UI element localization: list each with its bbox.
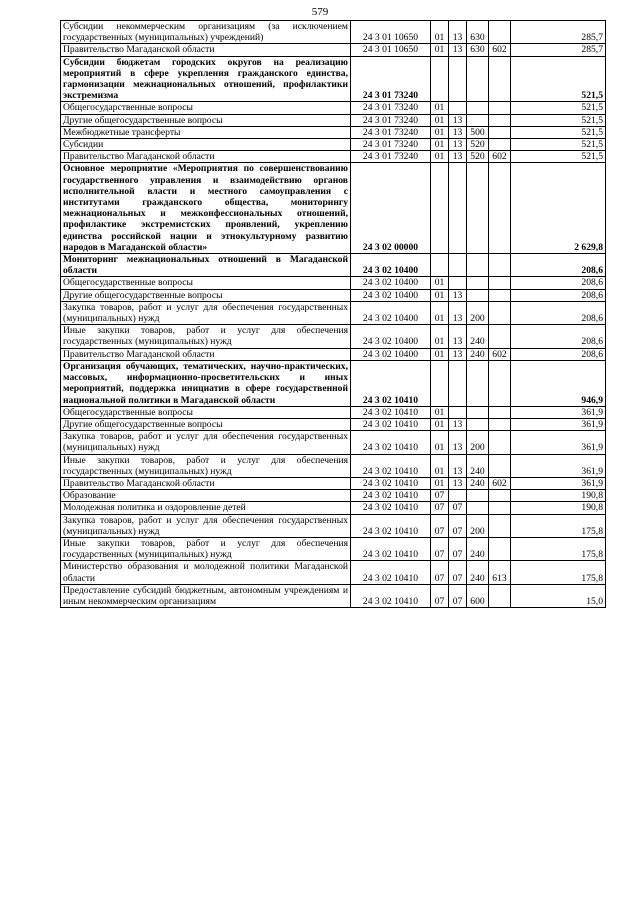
row-name: Субсидии xyxy=(61,139,351,151)
row-name: Закупка товаров, работ и услуг для обеспечения государственных (муниципальных) нужд xyxy=(61,514,351,537)
row-subsection: 13 xyxy=(449,151,467,163)
row-expense-type: 630 xyxy=(467,44,489,56)
row-section: 01 xyxy=(431,348,449,360)
row-subsection: 13 xyxy=(449,477,467,489)
row-sum: 175,8 xyxy=(511,561,606,584)
budget-table xyxy=(60,20,606,608)
table-row xyxy=(61,477,606,489)
row-expense-type: 240 xyxy=(467,477,489,489)
row-sum: 521,5 xyxy=(511,139,606,151)
row-section: 01 xyxy=(431,102,449,114)
row-sum: 521,5 xyxy=(511,151,606,163)
row-expense-type: 200 xyxy=(467,431,489,454)
row-section: 07 xyxy=(431,514,449,537)
table-row xyxy=(61,277,606,289)
table-row xyxy=(61,537,606,560)
table-row xyxy=(61,360,606,406)
row-target-code: 24 3 02 10410 xyxy=(351,431,431,454)
row-subsection xyxy=(449,102,467,114)
row-subsection: 07 xyxy=(449,502,467,514)
row-expense-type xyxy=(467,102,489,114)
row-section: 01 xyxy=(431,418,449,430)
row-section xyxy=(431,163,449,254)
row-name: Предоставление субсидий бюджетным, автономным учреждениям и иным некоммерческим организациям xyxy=(61,584,351,607)
row-target-code: 24 3 01 10650 xyxy=(351,44,431,56)
row-sum: 208,6 xyxy=(511,301,606,324)
row-subsection: 13 xyxy=(449,126,467,138)
table-row xyxy=(61,289,606,301)
row-sum: 361,9 xyxy=(511,406,606,418)
row-administrator xyxy=(489,431,511,454)
row-expense-type xyxy=(467,360,489,406)
row-section: 01 xyxy=(431,277,449,289)
row-sum: 175,8 xyxy=(511,537,606,560)
row-section: 01 xyxy=(431,126,449,138)
row-administrator xyxy=(489,418,511,430)
row-target-code: 24 3 02 10410 xyxy=(351,360,431,406)
row-name: Другие общегосударственные вопросы xyxy=(61,289,351,301)
row-administrator xyxy=(489,454,511,477)
row-administrator: 602 xyxy=(489,151,511,163)
table-row xyxy=(61,163,606,254)
row-administrator xyxy=(489,126,511,138)
table-row xyxy=(61,348,606,360)
row-expense-type: 600 xyxy=(467,584,489,607)
row-administrator xyxy=(489,102,511,114)
row-sum: 175,8 xyxy=(511,514,606,537)
row-subsection: 13 xyxy=(449,301,467,324)
row-subsection: 13 xyxy=(449,431,467,454)
row-name: Субсидии бюджетам городских округов на реализацию мероприятий в сфере укрепления гражданского единства, гармонизации межнациональных отношений, профилактики экстремизма xyxy=(61,56,351,102)
row-name: Правительство Магаданской области xyxy=(61,151,351,163)
row-subsection: 13 xyxy=(449,348,467,360)
row-name: Министерство образования и молодежной политики Магаданской области xyxy=(61,561,351,584)
row-administrator xyxy=(489,490,511,502)
row-expense-type xyxy=(467,490,489,502)
row-target-code: 24 3 01 73240 xyxy=(351,139,431,151)
row-section: 01 xyxy=(431,454,449,477)
row-subsection: 13 xyxy=(449,418,467,430)
row-administrator xyxy=(489,277,511,289)
row-subsection: 07 xyxy=(449,514,467,537)
table-row xyxy=(61,325,606,348)
row-target-code: 24 3 02 10410 xyxy=(351,561,431,584)
row-name: Закупка товаров, работ и услуг для обеспечения государственных (муниципальных) нужд xyxy=(61,431,351,454)
table-row xyxy=(61,406,606,418)
row-administrator xyxy=(489,406,511,418)
row-sum: 285,7 xyxy=(511,21,606,44)
row-subsection: 13 xyxy=(449,139,467,151)
row-administrator xyxy=(489,301,511,324)
row-administrator xyxy=(489,514,511,537)
row-target-code: 24 3 02 10410 xyxy=(351,514,431,537)
row-section: 07 xyxy=(431,561,449,584)
row-name: Правительство Магаданской области xyxy=(61,44,351,56)
row-name: Образование xyxy=(61,490,351,502)
row-sum: 190,8 xyxy=(511,502,606,514)
row-name: Общегосударственные вопросы xyxy=(61,406,351,418)
row-administrator xyxy=(489,139,511,151)
row-expense-type: 200 xyxy=(467,514,489,537)
row-sum: 208,6 xyxy=(511,277,606,289)
row-name: Общегосударственные вопросы xyxy=(61,102,351,114)
row-administrator xyxy=(489,254,511,277)
row-target-code: 24 3 02 10410 xyxy=(351,418,431,430)
row-expense-type xyxy=(467,254,489,277)
row-administrator xyxy=(489,114,511,126)
row-target-code: 24 3 02 10410 xyxy=(351,584,431,607)
table-row xyxy=(61,514,606,537)
row-name: Субсидии некоммерческим организациям (за исключением государственных (муниципальных) учреждений) xyxy=(61,21,351,44)
row-target-code: 24 3 02 10410 xyxy=(351,490,431,502)
row-sum: 521,5 xyxy=(511,126,606,138)
row-sum: 15,0 xyxy=(511,584,606,607)
table-row xyxy=(61,254,606,277)
row-subsection xyxy=(449,490,467,502)
table-row xyxy=(61,301,606,324)
row-subsection: 13 xyxy=(449,289,467,301)
row-section: 01 xyxy=(431,301,449,324)
row-administrator xyxy=(489,21,511,44)
row-sum: 190,8 xyxy=(511,490,606,502)
row-subsection: 13 xyxy=(449,454,467,477)
row-administrator: 613 xyxy=(489,561,511,584)
table-row xyxy=(61,56,606,102)
row-subsection xyxy=(449,254,467,277)
row-target-code: 24 3 01 10650 xyxy=(351,21,431,44)
row-target-code: 24 3 02 10410 xyxy=(351,537,431,560)
row-name: Общегосударственные вопросы xyxy=(61,277,351,289)
row-expense-type: 240 xyxy=(467,348,489,360)
row-sum: 361,9 xyxy=(511,418,606,430)
row-section: 01 xyxy=(431,21,449,44)
row-name: Мониторинг межнациональных отношений в Магаданской области xyxy=(61,254,351,277)
row-expense-type xyxy=(467,289,489,301)
row-administrator: 602 xyxy=(489,477,511,489)
row-name: Иные закупки товаров, работ и услуг для обеспечения государственных (муниципальных) нужд xyxy=(61,454,351,477)
row-section: 07 xyxy=(431,490,449,502)
row-subsection: 13 xyxy=(449,114,467,126)
row-expense-type: 500 xyxy=(467,126,489,138)
table-row xyxy=(61,114,606,126)
row-expense-type xyxy=(467,163,489,254)
table-row xyxy=(61,21,606,44)
row-name: Закупка товаров, работ и услуг для обеспечения государственных (муниципальных) нужд xyxy=(61,301,351,324)
row-target-code: 24 3 01 73240 xyxy=(351,151,431,163)
row-section: 01 xyxy=(431,151,449,163)
row-administrator: 602 xyxy=(489,44,511,56)
row-administrator xyxy=(489,56,511,102)
row-name: Основное мероприятие «Мероприятия по совершенствованию государственного управления и взаимодействию органов исполнительной власти и местного самоуправления с институтами гражданского общества, мониторингу межнациональных и межконфессиональных отношений, профилактике экстремистских проявлений, укреплению единства российской нации и этнокультурному развитию народов в Магаданской области» xyxy=(61,163,351,254)
row-administrator xyxy=(489,163,511,254)
row-administrator xyxy=(489,289,511,301)
table-row xyxy=(61,431,606,454)
table-row xyxy=(61,102,606,114)
row-administrator xyxy=(489,584,511,607)
row-name: Иные закупки товаров, работ и услуг для обеспечения государственных (муниципальных) нужд xyxy=(61,537,351,560)
row-sum: 285,7 xyxy=(511,44,606,56)
row-name: Правительство Магаданской области xyxy=(61,348,351,360)
row-subsection xyxy=(449,277,467,289)
row-name: Другие общегосударственные вопросы xyxy=(61,114,351,126)
row-name: Другие общегосударственные вопросы xyxy=(61,418,351,430)
row-target-code: 24 3 02 10400 xyxy=(351,254,431,277)
row-target-code: 24 3 02 10400 xyxy=(351,325,431,348)
row-section: 01 xyxy=(431,325,449,348)
row-expense-type xyxy=(467,502,489,514)
table-row xyxy=(61,126,606,138)
row-section: 07 xyxy=(431,584,449,607)
row-sum: 208,6 xyxy=(511,254,606,277)
table-row xyxy=(61,584,606,607)
row-target-code: 24 3 02 10400 xyxy=(351,289,431,301)
row-sum: 2 629,8 xyxy=(511,163,606,254)
row-administrator xyxy=(489,502,511,514)
row-section: 07 xyxy=(431,537,449,560)
row-subsection: 13 xyxy=(449,325,467,348)
row-target-code: 24 3 02 10400 xyxy=(351,348,431,360)
row-target-code: 24 3 01 73240 xyxy=(351,126,431,138)
row-subsection: 07 xyxy=(449,537,467,560)
row-sum: 361,9 xyxy=(511,431,606,454)
row-target-code: 24 3 01 73240 xyxy=(351,114,431,126)
row-section: 01 xyxy=(431,406,449,418)
row-expense-type xyxy=(467,277,489,289)
row-section: 07 xyxy=(431,502,449,514)
row-target-code: 24 3 02 10410 xyxy=(351,502,431,514)
row-section xyxy=(431,56,449,102)
row-expense-type xyxy=(467,56,489,102)
row-target-code: 24 3 02 10410 xyxy=(351,406,431,418)
page-number: 579 xyxy=(311,6,329,18)
row-subsection xyxy=(449,163,467,254)
table-row xyxy=(61,490,606,502)
table-row xyxy=(61,454,606,477)
row-expense-type: 240 xyxy=(467,561,489,584)
row-section: 01 xyxy=(431,431,449,454)
row-expense-type: 240 xyxy=(467,537,489,560)
table-row xyxy=(61,561,606,584)
row-target-code: 24 3 02 10410 xyxy=(351,477,431,489)
row-target-code: 24 3 01 73240 xyxy=(351,102,431,114)
row-name: Межбюджетные трансферты xyxy=(61,126,351,138)
table-row xyxy=(61,418,606,430)
row-target-code: 24 3 02 10400 xyxy=(351,301,431,324)
row-expense-type: 240 xyxy=(467,325,489,348)
row-target-code: 24 3 02 10400 xyxy=(351,277,431,289)
row-name: Организация обучающих, тематических, научно-практических, массовых, информационно-просветительских и иных мероприятий, поддержка инициатив в сфере государственной национальной политики в Магаданской области xyxy=(61,360,351,406)
table-row xyxy=(61,151,606,163)
row-subsection: 13 xyxy=(449,44,467,56)
row-target-code: 24 3 01 73240 xyxy=(351,56,431,102)
row-expense-type: 240 xyxy=(467,454,489,477)
row-subsection: 13 xyxy=(449,21,467,44)
row-target-code: 24 3 02 10410 xyxy=(351,454,431,477)
row-section: 01 xyxy=(431,114,449,126)
row-expense-type xyxy=(467,418,489,430)
row-sum: 521,5 xyxy=(511,102,606,114)
row-expense-type: 630 xyxy=(467,21,489,44)
row-administrator xyxy=(489,325,511,348)
row-subsection xyxy=(449,406,467,418)
row-expense-type xyxy=(467,114,489,126)
row-expense-type: 520 xyxy=(467,151,489,163)
row-section xyxy=(431,254,449,277)
row-sum: 521,5 xyxy=(511,114,606,126)
row-administrator: 602 xyxy=(489,348,511,360)
row-section: 01 xyxy=(431,44,449,56)
row-target-code: 24 3 02 00000 xyxy=(351,163,431,254)
row-section: 01 xyxy=(431,139,449,151)
table-row xyxy=(61,44,606,56)
row-subsection: 07 xyxy=(449,561,467,584)
row-administrator xyxy=(489,360,511,406)
table-row xyxy=(61,139,606,151)
row-sum: 208,6 xyxy=(511,325,606,348)
row-sum: 361,9 xyxy=(511,454,606,477)
table-row xyxy=(61,502,606,514)
row-administrator xyxy=(489,537,511,560)
row-sum: 946,9 xyxy=(511,360,606,406)
row-subsection xyxy=(449,360,467,406)
row-sum: 208,6 xyxy=(511,289,606,301)
row-name: Правительство Магаданской области xyxy=(61,477,351,489)
row-section: 01 xyxy=(431,289,449,301)
row-section: 01 xyxy=(431,477,449,489)
row-subsection xyxy=(449,56,467,102)
row-subsection: 07 xyxy=(449,584,467,607)
row-section xyxy=(431,360,449,406)
row-name: Иные закупки товаров, работ и услуг для обеспечения государственных (муниципальных) нужд xyxy=(61,325,351,348)
row-expense-type: 520 xyxy=(467,139,489,151)
row-name: Молодежная политика и оздоровление детей xyxy=(61,502,351,514)
row-sum: 361,9 xyxy=(511,477,606,489)
row-sum: 521,5 xyxy=(511,56,606,102)
row-expense-type xyxy=(467,406,489,418)
row-sum: 208,6 xyxy=(511,348,606,360)
row-expense-type: 200 xyxy=(467,301,489,324)
